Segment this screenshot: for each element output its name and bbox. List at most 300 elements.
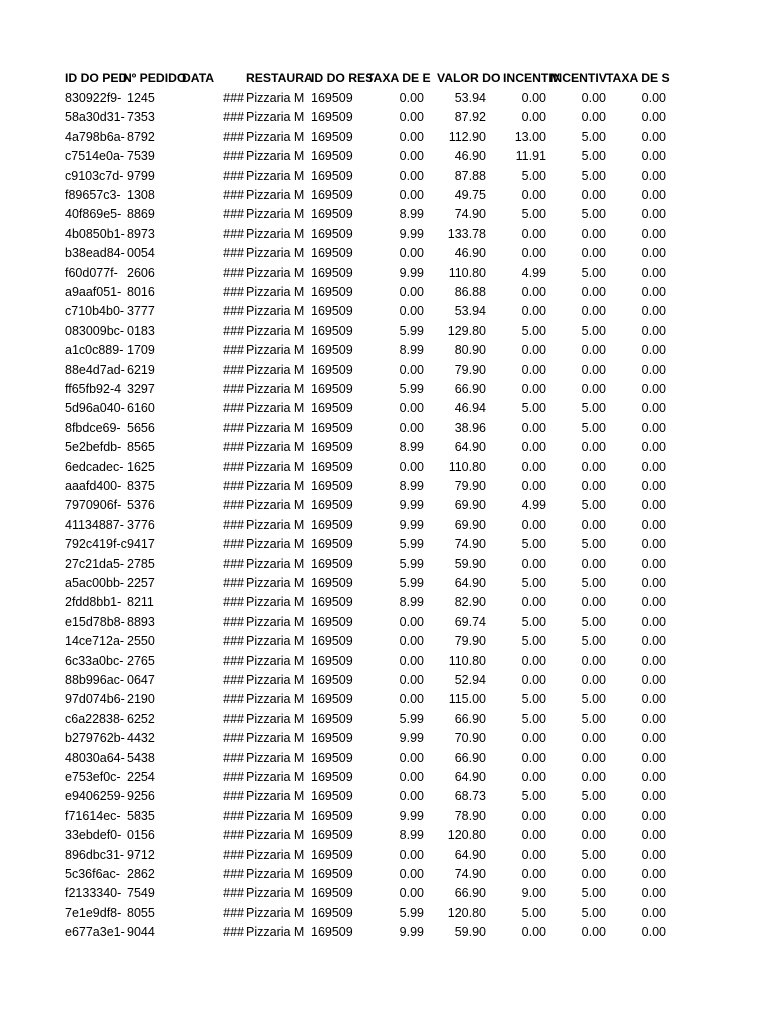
cell-restaurante-id: 169509 bbox=[311, 440, 353, 455]
cell-incentivo-2: 5.00 bbox=[581, 207, 606, 222]
cell-taxa-entrega: 5.99 bbox=[399, 576, 424, 590]
cell-data: ### bbox=[223, 614, 244, 629]
cell-taxa-entrega: 5.99 bbox=[399, 711, 424, 726]
cell-data: ### bbox=[223, 479, 244, 493]
cell-taxa-entrega: 0.00 bbox=[399, 789, 424, 804]
table-row bbox=[0, 341, 768, 360]
cell-incentivo-1: 4.99 bbox=[521, 498, 546, 513]
cell-taxa-servico: 0.00 bbox=[641, 168, 666, 183]
cell-data: ### bbox=[223, 343, 244, 358]
cell-restaurante: Pizzaria M bbox=[246, 828, 305, 843]
cell-incentivo-1: 0.00 bbox=[521, 517, 546, 532]
cell-restaurante: Pizzaria M bbox=[246, 479, 305, 493]
cell-restaurante: Pizzaria M bbox=[246, 770, 305, 784]
cell-incentivo-1: 0.00 bbox=[521, 459, 546, 474]
cell-incentivo-2: 5.00 bbox=[581, 634, 606, 649]
cell-incentivo-2: 5.00 bbox=[581, 614, 606, 629]
table-row bbox=[0, 380, 768, 399]
cell-id: 27c21da5- bbox=[65, 556, 125, 571]
cell-incentivo-2: 5.00 bbox=[581, 847, 606, 862]
cell-valor: 52.94 bbox=[454, 673, 486, 687]
cell-incentivo-2: 0.00 bbox=[581, 343, 606, 358]
table-row bbox=[0, 244, 768, 263]
cell-id: a5ac00bb- bbox=[65, 576, 125, 590]
cell-restaurante: Pizzaria M bbox=[246, 420, 305, 435]
cell-pedido: 2254 bbox=[127, 770, 155, 784]
cell-restaurante: Pizzaria M bbox=[246, 634, 305, 649]
cell-pedido: 5438 bbox=[127, 750, 155, 765]
cell-pedido: 6219 bbox=[127, 362, 155, 377]
cell-incentivo-1: 0.00 bbox=[521, 91, 546, 105]
table-row bbox=[0, 458, 768, 477]
cell-valor: 66.90 bbox=[454, 711, 486, 726]
cell-pedido: 8869 bbox=[127, 207, 155, 222]
cell-incentivo-2: 5.00 bbox=[581, 129, 606, 144]
cell-valor: 59.90 bbox=[454, 925, 486, 940]
cell-taxa-servico: 0.00 bbox=[641, 149, 666, 164]
cell-valor: 53.94 bbox=[454, 304, 486, 319]
cell-pedido: 2550 bbox=[127, 634, 155, 649]
table-row bbox=[0, 186, 768, 205]
cell-data: ### bbox=[223, 323, 244, 338]
cell-taxa-entrega: 8.99 bbox=[399, 828, 424, 843]
cell-taxa-servico: 0.00 bbox=[641, 362, 666, 377]
cell-pedido: 3777 bbox=[127, 304, 155, 319]
cell-data: ### bbox=[223, 789, 244, 804]
cell-incentivo-1: 13.00 bbox=[514, 129, 546, 144]
cell-incentivo-2: 5.00 bbox=[581, 149, 606, 164]
cell-restaurante-id: 169509 bbox=[311, 692, 353, 707]
cell-taxa-servico: 0.00 bbox=[641, 653, 666, 668]
cell-restaurante: Pizzaria M bbox=[246, 129, 305, 144]
cell-restaurante-id: 169509 bbox=[311, 867, 353, 881]
cell-incentivo-1: 4.99 bbox=[521, 265, 546, 280]
cell-restaurante-id: 169509 bbox=[311, 323, 353, 338]
cell-incentivo-1: 11.91 bbox=[515, 149, 546, 164]
cell-incentivo-1: 0.00 bbox=[521, 188, 546, 202]
cell-restaurante: Pizzaria M bbox=[246, 207, 305, 222]
cell-pedido: 1709 bbox=[127, 343, 155, 358]
cell-data: ### bbox=[223, 285, 244, 299]
cell-taxa-entrega: 9.99 bbox=[399, 925, 424, 940]
cell-data: ### bbox=[223, 207, 244, 222]
cell-valor: 74.90 bbox=[454, 207, 486, 222]
cell-taxa-servico: 0.00 bbox=[641, 925, 666, 940]
cell-taxa-entrega: 0.00 bbox=[399, 362, 424, 377]
cell-incentivo-1: 5.00 bbox=[521, 789, 546, 804]
cell-taxa-entrega: 9.99 bbox=[399, 808, 424, 823]
cell-data: ### bbox=[223, 382, 244, 396]
cell-restaurante-id: 169509 bbox=[311, 886, 353, 901]
cell-restaurante-id: 169509 bbox=[311, 905, 353, 920]
table-row bbox=[0, 108, 768, 127]
cell-id: 083009bc- bbox=[65, 323, 125, 338]
table-row bbox=[0, 690, 768, 709]
cell-restaurante-id: 169509 bbox=[311, 479, 353, 493]
cell-valor: 78.90 bbox=[454, 808, 486, 823]
cell-taxa-entrega: 5.99 bbox=[399, 382, 424, 396]
cell-id: b279762b- bbox=[65, 731, 125, 746]
cell-pedido: 2606 bbox=[127, 265, 155, 280]
cell-id: c9103c7d- bbox=[65, 168, 124, 183]
cell-taxa-servico: 0.00 bbox=[641, 188, 666, 202]
cell-restaurante: Pizzaria M bbox=[246, 168, 305, 183]
cell-incentivo-1: 0.00 bbox=[521, 110, 546, 125]
cell-restaurante-id: 169509 bbox=[311, 673, 353, 687]
cell-pedido: 3776 bbox=[127, 517, 155, 532]
cell-restaurante: Pizzaria M bbox=[246, 401, 305, 416]
cell-incentivo-1: 0.00 bbox=[521, 731, 546, 746]
table-row bbox=[0, 671, 768, 690]
cell-restaurante-id: 169509 bbox=[311, 750, 353, 765]
cell-taxa-servico: 0.00 bbox=[641, 479, 666, 493]
cell-valor: 69.90 bbox=[454, 517, 486, 532]
cell-valor: 86.88 bbox=[454, 285, 486, 299]
cell-incentivo-1: 0.00 bbox=[521, 420, 546, 435]
header-incentivo-2: INCENTIV bbox=[550, 71, 607, 85]
cell-restaurante-id: 169509 bbox=[311, 382, 353, 396]
cell-data: ### bbox=[223, 246, 244, 261]
table-row bbox=[0, 904, 768, 923]
cell-pedido: 8893 bbox=[127, 614, 155, 629]
cell-incentivo-2: 0.00 bbox=[581, 91, 606, 105]
cell-restaurante-id: 169509 bbox=[311, 246, 353, 261]
cell-restaurante: Pizzaria M bbox=[246, 847, 305, 862]
cell-id: c6a22838- bbox=[65, 711, 125, 726]
cell-data: ### bbox=[223, 265, 244, 280]
table-row bbox=[0, 787, 768, 806]
header-pedido: Nº PEDIDO bbox=[123, 71, 187, 85]
cell-taxa-entrega: 0.00 bbox=[399, 867, 424, 881]
cell-valor: 46.90 bbox=[454, 149, 486, 164]
cell-restaurante: Pizzaria M bbox=[246, 188, 305, 202]
cell-incentivo-2: 5.00 bbox=[581, 168, 606, 183]
cell-id: 6edcadec- bbox=[65, 459, 124, 474]
cell-taxa-entrega: 0.00 bbox=[399, 692, 424, 707]
cell-incentivo-2: 0.00 bbox=[581, 382, 606, 396]
table-row bbox=[0, 884, 768, 903]
cell-valor: 79.90 bbox=[454, 479, 486, 493]
header-row bbox=[0, 69, 768, 88]
cell-pedido: 8565 bbox=[127, 440, 155, 455]
cell-id: 14ce712a- bbox=[65, 634, 125, 649]
cell-id: 48030a64- bbox=[65, 750, 125, 765]
cell-incentivo-1: 0.00 bbox=[521, 285, 546, 299]
cell-valor: 82.90 bbox=[454, 595, 486, 610]
cell-valor: 68.73 bbox=[454, 789, 486, 804]
cell-valor: 110.80 bbox=[448, 459, 486, 474]
cell-valor: 110.80 bbox=[448, 653, 486, 668]
cell-pedido: 4432 bbox=[127, 731, 155, 746]
cell-id: e15d78b8- bbox=[65, 614, 125, 629]
cell-data: ### bbox=[223, 595, 244, 610]
header-taxa-servico: TAXA DE S bbox=[606, 71, 670, 85]
cell-taxa-entrega: 5.99 bbox=[399, 556, 424, 571]
cell-incentivo-2: 5.00 bbox=[581, 692, 606, 707]
cell-incentivo-2: 5.00 bbox=[581, 905, 606, 920]
cell-incentivo-1: 5.00 bbox=[521, 323, 546, 338]
cell-incentivo-1: 0.00 bbox=[521, 770, 546, 784]
cell-id: 5d96a040- bbox=[65, 401, 125, 416]
cell-taxa-servico: 0.00 bbox=[641, 110, 666, 125]
cell-pedido: 3297 bbox=[127, 382, 155, 396]
cell-id: 792c419f-c bbox=[65, 537, 127, 552]
cell-taxa-servico: 0.00 bbox=[641, 770, 666, 784]
cell-taxa-servico: 0.00 bbox=[641, 867, 666, 881]
cell-incentivo-2: 0.00 bbox=[581, 285, 606, 299]
table-row bbox=[0, 399, 768, 418]
header-taxa-entrega: TAXA DE E bbox=[367, 71, 431, 85]
table-row bbox=[0, 283, 768, 302]
table-row bbox=[0, 225, 768, 244]
table-row bbox=[0, 729, 768, 748]
cell-restaurante-id: 169509 bbox=[311, 828, 353, 843]
cell-id: 896dbc31- bbox=[65, 847, 125, 862]
cell-id: f71614ec- bbox=[65, 808, 121, 823]
cell-incentivo-2: 5.00 bbox=[581, 323, 606, 338]
table-row bbox=[0, 807, 768, 826]
cell-incentivo-2: 5.00 bbox=[581, 789, 606, 804]
table-row bbox=[0, 923, 768, 942]
cell-taxa-entrega: 9.99 bbox=[399, 226, 424, 241]
cell-taxa-entrega: 0.00 bbox=[399, 285, 424, 299]
cell-incentivo-2: 5.00 bbox=[581, 886, 606, 901]
cell-valor: 46.94 bbox=[454, 401, 486, 416]
table-row bbox=[0, 147, 768, 166]
cell-data: ### bbox=[223, 576, 244, 590]
cell-incentivo-2: 5.00 bbox=[581, 576, 606, 590]
cell-valor: 120.80 bbox=[447, 905, 486, 920]
table-row bbox=[0, 128, 768, 147]
cell-incentivo-2: 0.00 bbox=[581, 770, 606, 784]
cell-data: ### bbox=[223, 692, 244, 707]
cell-incentivo-1: 5.00 bbox=[521, 905, 546, 920]
table-row bbox=[0, 574, 768, 593]
cell-restaurante: Pizzaria M bbox=[246, 304, 305, 319]
cell-taxa-entrega: 0.00 bbox=[399, 188, 424, 202]
cell-taxa-servico: 0.00 bbox=[641, 226, 666, 241]
cell-taxa-servico: 0.00 bbox=[641, 382, 666, 396]
cell-taxa-entrega: 0.00 bbox=[399, 91, 424, 105]
cell-pedido: 7539 bbox=[127, 149, 155, 164]
cell-incentivo-2: 0.00 bbox=[581, 925, 606, 940]
cell-taxa-servico: 0.00 bbox=[641, 711, 666, 726]
table-row bbox=[0, 593, 768, 612]
cell-pedido: 1308 bbox=[127, 188, 155, 202]
cell-restaurante-id: 169509 bbox=[311, 304, 353, 319]
cell-taxa-entrega: 0.00 bbox=[399, 614, 424, 629]
cell-data: ### bbox=[223, 653, 244, 668]
cell-pedido: 2785 bbox=[127, 556, 155, 571]
cell-id: f89657c3- bbox=[65, 188, 121, 202]
cell-id: c7514e0a- bbox=[65, 149, 125, 164]
cell-data: ### bbox=[223, 847, 244, 862]
cell-incentivo-2: 0.00 bbox=[581, 304, 606, 319]
cell-incentivo-1: 5.00 bbox=[521, 692, 546, 707]
cell-valor: 64.90 bbox=[454, 770, 486, 784]
cell-taxa-entrega: 5.99 bbox=[399, 537, 424, 552]
cell-id: 88e4d7ad- bbox=[65, 362, 125, 377]
cell-data: ### bbox=[223, 750, 244, 765]
cell-id: 33ebdef0- bbox=[65, 828, 122, 843]
cell-restaurante-id: 169509 bbox=[311, 343, 353, 358]
cell-restaurante: Pizzaria M bbox=[246, 285, 305, 299]
cell-restaurante-id: 169509 bbox=[311, 789, 353, 804]
table-row bbox=[0, 865, 768, 884]
cell-valor: 74.90 bbox=[454, 867, 486, 881]
cell-restaurante: Pizzaria M bbox=[246, 362, 305, 377]
cell-taxa-entrega: 0.00 bbox=[399, 304, 424, 319]
table-row bbox=[0, 496, 768, 515]
cell-valor: 74.90 bbox=[454, 537, 486, 552]
cell-restaurante: Pizzaria M bbox=[246, 867, 305, 881]
cell-valor: 112.90 bbox=[448, 129, 486, 144]
cell-incentivo-1: 9.00 bbox=[521, 886, 546, 901]
cell-taxa-entrega: 9.99 bbox=[399, 498, 424, 513]
cell-pedido: 7549 bbox=[127, 886, 155, 901]
cell-incentivo-2: 0.00 bbox=[581, 110, 606, 125]
cell-pedido: 0054 bbox=[127, 246, 155, 261]
cell-restaurante-id: 169509 bbox=[311, 420, 353, 435]
cell-restaurante-id: 169509 bbox=[311, 653, 353, 668]
cell-valor: 129.80 bbox=[447, 323, 486, 338]
table-row bbox=[0, 535, 768, 554]
cell-incentivo-1: 5.00 bbox=[521, 168, 546, 183]
cell-taxa-servico: 0.00 bbox=[641, 614, 666, 629]
cell-restaurante-id: 169509 bbox=[311, 576, 353, 590]
cell-taxa-servico: 0.00 bbox=[641, 750, 666, 765]
cell-restaurante: Pizzaria M bbox=[246, 440, 305, 455]
cell-taxa-entrega: 5.99 bbox=[399, 323, 424, 338]
cell-restaurante: Pizzaria M bbox=[246, 692, 305, 707]
cell-incentivo-1: 0.00 bbox=[521, 246, 546, 261]
cell-taxa-servico: 0.00 bbox=[641, 692, 666, 707]
cell-restaurante-id: 169509 bbox=[311, 808, 353, 823]
cell-data: ### bbox=[223, 91, 244, 105]
cell-incentivo-2: 0.00 bbox=[581, 808, 606, 823]
cell-data: ### bbox=[223, 420, 244, 435]
cell-data: ### bbox=[223, 537, 244, 552]
cell-id: 4a798b6a- bbox=[65, 129, 125, 144]
cell-valor: 53.94 bbox=[454, 91, 486, 105]
cell-restaurante-id: 169509 bbox=[311, 595, 353, 610]
cell-id: 2fdd8bb1- bbox=[65, 595, 122, 610]
cell-valor: 64.90 bbox=[454, 576, 486, 590]
cell-id: 830922f9- bbox=[65, 91, 122, 105]
cell-pedido: 9712 bbox=[127, 847, 155, 862]
cell-data: ### bbox=[223, 634, 244, 649]
cell-taxa-entrega: 0.00 bbox=[399, 420, 424, 435]
cell-incentivo-2: 5.00 bbox=[581, 401, 606, 416]
cell-restaurante-id: 169509 bbox=[311, 459, 353, 474]
cell-pedido: 0183 bbox=[127, 323, 155, 338]
cell-pedido: 8792 bbox=[127, 129, 155, 144]
cell-incentivo-1: 0.00 bbox=[521, 750, 546, 765]
cell-id: 8fbdce69- bbox=[65, 420, 121, 435]
cell-id: ff65fb92-4 bbox=[65, 382, 122, 396]
cell-restaurante: Pizzaria M bbox=[246, 498, 305, 513]
cell-valor: 115.00 bbox=[448, 692, 486, 707]
cell-pedido: 9044 bbox=[127, 925, 155, 940]
cell-valor: 46.90 bbox=[454, 246, 486, 261]
cell-taxa-entrega: 0.00 bbox=[399, 246, 424, 261]
cell-taxa-servico: 0.00 bbox=[641, 129, 666, 144]
cell-restaurante: Pizzaria M bbox=[246, 246, 305, 261]
cell-incentivo-2: 0.00 bbox=[581, 246, 606, 261]
cell-data: ### bbox=[223, 226, 244, 241]
cell-taxa-servico: 0.00 bbox=[641, 285, 666, 299]
table-row bbox=[0, 632, 768, 651]
table-row bbox=[0, 613, 768, 632]
table-row bbox=[0, 167, 768, 186]
cell-id: 58a30d31- bbox=[65, 110, 125, 125]
cell-valor: 59.90 bbox=[454, 556, 486, 571]
cell-taxa-entrega: 0.00 bbox=[399, 110, 424, 125]
cell-valor: 38.96 bbox=[454, 420, 486, 435]
cell-pedido: 2862 bbox=[127, 867, 155, 881]
header-data: DATA bbox=[182, 71, 215, 85]
cell-taxa-servico: 0.00 bbox=[641, 595, 666, 610]
cell-restaurante: Pizzaria M bbox=[246, 556, 305, 571]
cell-restaurante: Pizzaria M bbox=[246, 576, 305, 590]
cell-incentivo-2: 5.00 bbox=[581, 420, 606, 435]
cell-pedido: 9417 bbox=[127, 537, 155, 552]
cell-pedido: 9256 bbox=[127, 789, 155, 804]
cell-pedido: 2765 bbox=[127, 653, 155, 668]
cell-incentivo-2: 0.00 bbox=[581, 750, 606, 765]
cell-data: ### bbox=[223, 517, 244, 532]
cell-taxa-servico: 0.00 bbox=[641, 440, 666, 455]
cell-taxa-entrega: 0.00 bbox=[399, 129, 424, 144]
cell-taxa-servico: 0.00 bbox=[641, 265, 666, 280]
cell-valor: 80.90 bbox=[454, 343, 486, 358]
cell-incentivo-2: 0.00 bbox=[581, 226, 606, 241]
cell-incentivo-2: 0.00 bbox=[581, 479, 606, 493]
table-row bbox=[0, 264, 768, 283]
cell-incentivo-1: 0.00 bbox=[521, 382, 546, 396]
cell-taxa-servico: 0.00 bbox=[641, 517, 666, 532]
cell-taxa-servico: 0.00 bbox=[641, 246, 666, 261]
cell-restaurante: Pizzaria M bbox=[246, 459, 305, 474]
cell-restaurante-id: 169509 bbox=[311, 498, 353, 513]
cell-restaurante-id: 169509 bbox=[311, 91, 353, 105]
table-row bbox=[0, 361, 768, 380]
cell-valor: 66.90 bbox=[454, 382, 486, 396]
table-row bbox=[0, 477, 768, 496]
cell-valor: 87.88 bbox=[454, 168, 486, 183]
table-row bbox=[0, 302, 768, 321]
cell-pedido: 6252 bbox=[127, 711, 155, 726]
cell-restaurante: Pizzaria M bbox=[246, 382, 305, 396]
cell-taxa-servico: 0.00 bbox=[641, 401, 666, 416]
cell-restaurante: Pizzaria M bbox=[246, 711, 305, 726]
cell-id: a9aaf051- bbox=[65, 285, 122, 299]
cell-restaurante: Pizzaria M bbox=[246, 614, 305, 629]
cell-taxa-servico: 0.00 bbox=[641, 634, 666, 649]
cell-pedido: 0156 bbox=[127, 828, 155, 843]
cell-id: f60d077f- bbox=[65, 265, 118, 280]
cell-valor: 133.78 bbox=[447, 226, 486, 241]
header-restaurante: RESTAURA bbox=[246, 71, 313, 85]
cell-pedido: 5656 bbox=[127, 420, 155, 435]
cell-taxa-servico: 0.00 bbox=[641, 420, 666, 435]
cell-incentivo-1: 0.00 bbox=[521, 595, 546, 610]
cell-restaurante-id: 169509 bbox=[311, 285, 353, 299]
cell-incentivo-1: 5.00 bbox=[521, 207, 546, 222]
cell-incentivo-2: 0.00 bbox=[581, 731, 606, 746]
table-row bbox=[0, 322, 768, 341]
cell-data: ### bbox=[223, 401, 244, 416]
